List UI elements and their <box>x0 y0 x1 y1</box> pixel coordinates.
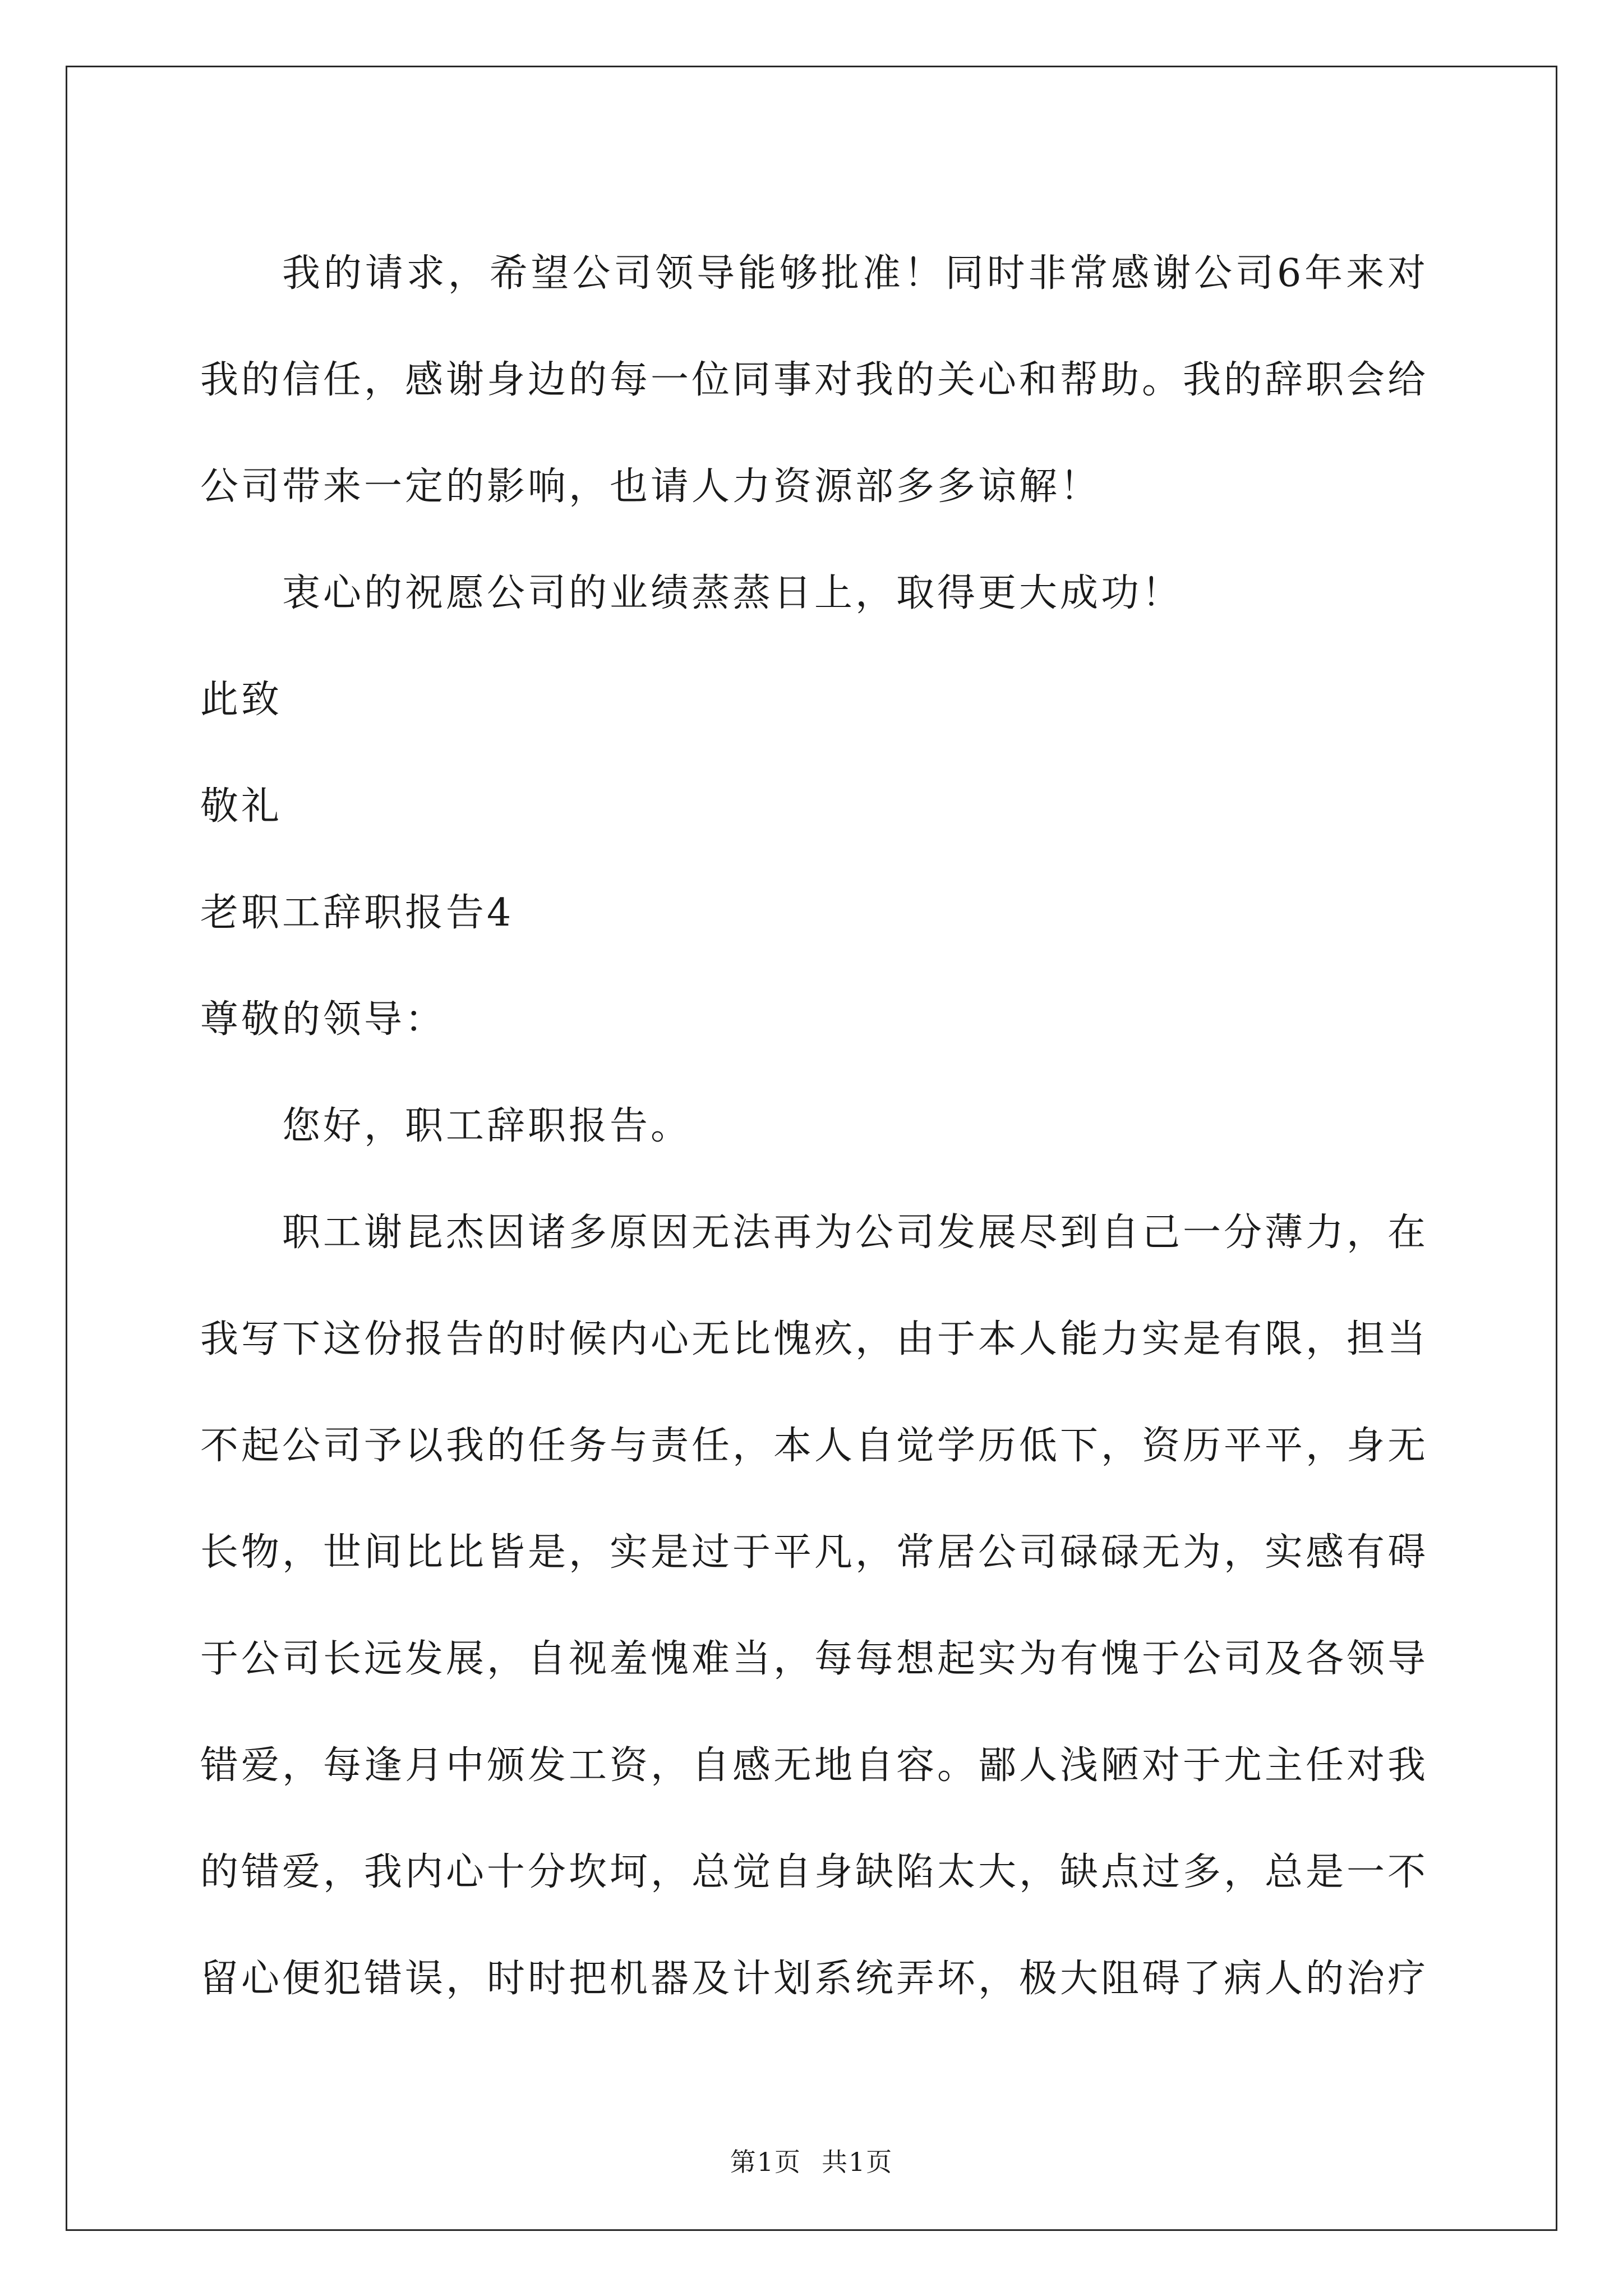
paragraph-wishes: 衷心的祝愿公司的业绩蒸蒸日上，取得更大成功！ <box>282 571 1183 615</box>
paragraph-request: 我的请求，希望公司领导能够批准！同时非常感谢公司6年来对我的信任，感谢身边的每一位同事对我的关心和帮助。我的辞职会给公司带来一定的影响，也请人力资源部多多谅解！ <box>200 251 1429 509</box>
page-number: 第1页 <box>730 2147 801 2177</box>
section-title: 老职工辞职报告4 <box>200 891 514 935</box>
page-total: 共1页 <box>822 2147 893 2177</box>
paragraph-opening: 您好，职工辞职报告。 <box>282 1104 692 1148</box>
page-footer <box>0 2142 1623 2179</box>
closing-salutation: 此致 <box>200 678 283 722</box>
closing-regards: 敬礼 <box>200 784 283 829</box>
letter-greeting: 尊敬的领导： <box>200 997 446 1042</box>
document-body <box>200 220 1428 2032</box>
paragraph-body: 职工谢昆杰因诸多原因无法再为公司发展尽到自己一分薄力，在我写下这份报告的时候内心无比愧疚，由于本人能力实是有限，担当不起公司予以我的任务与责任，本人自觉学历低下，资历平平，身无长物，世间比比皆是，实是过于平凡，常居公司碌碌无为，实感有碍于公司长远发展，自视羞愧难当，每每想起实为有愧于公司及各领导错爱，每逢月中颁发工资，自感无地自容。鄙人浅陋对于尤主任对我的错爱，我内心十分坎坷，总觉自身缺陷太大，缺点过多，总是一不留心便犯错误，时时把机器及计划系统弄坏，极大阻碍了病人的治疗 <box>200 1211 1429 2001</box>
